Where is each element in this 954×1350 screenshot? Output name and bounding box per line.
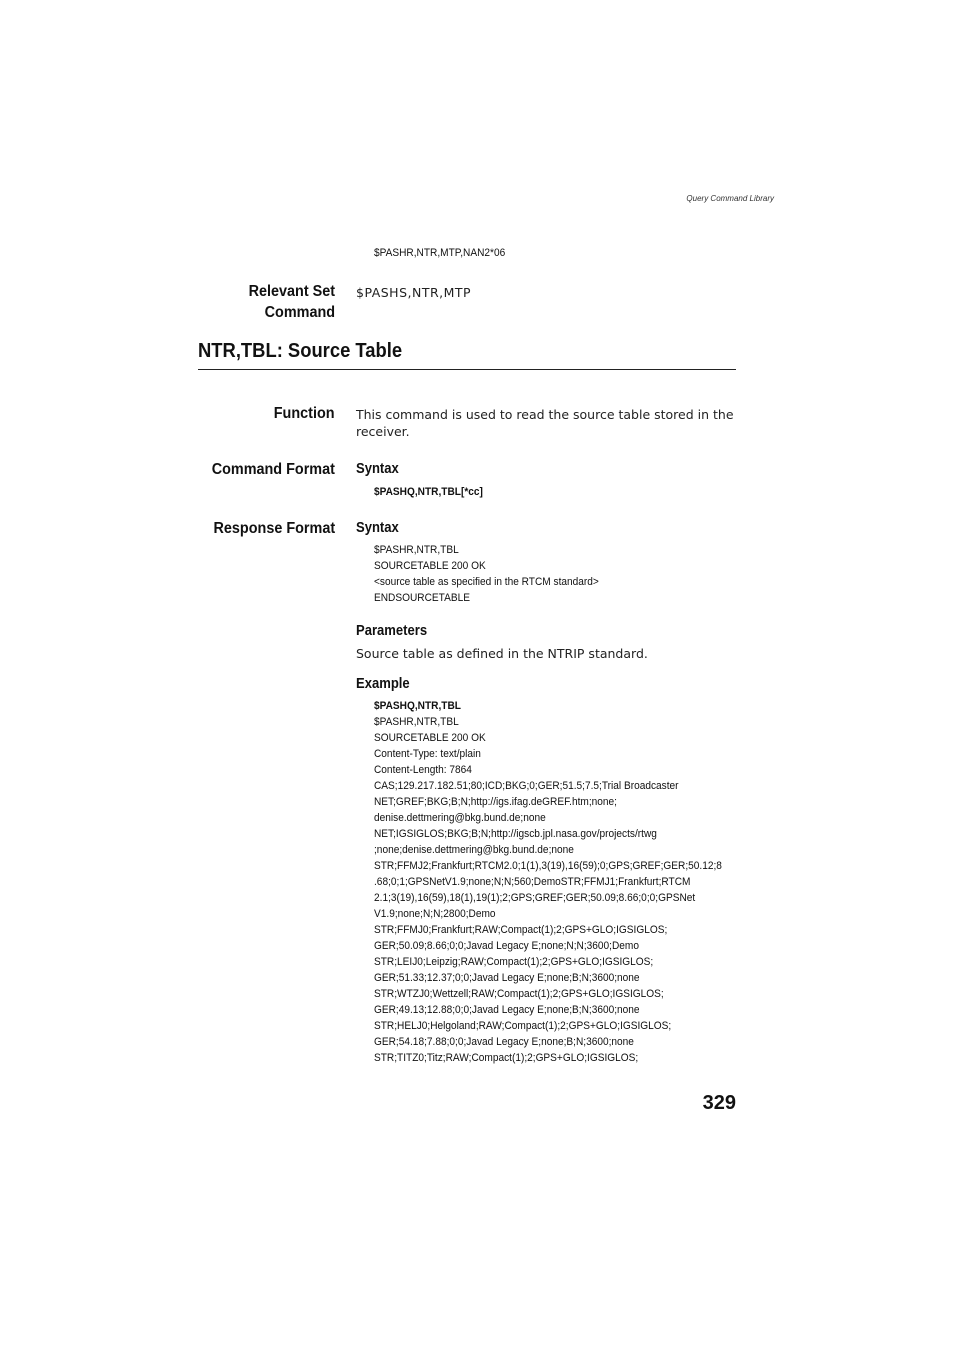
relevant-set-command-heading-line1: Relevant Set bbox=[248, 283, 335, 300]
example-line: STR;LEIJ0;Leipzig;RAW;Compact(1);2;GPS+GLO;IGSIGLOS; bbox=[374, 956, 654, 968]
example-line: STR;FFMJ0;Frankfurt;RAW;Compact(1);2;GPS+GLO;IGSIGLOS; bbox=[374, 924, 668, 936]
parameters-label: Parameters bbox=[356, 623, 428, 639]
example-line: Content-Type: text/plain bbox=[374, 748, 481, 760]
relevant-set-command-value: $PASHS,NTR,MTP bbox=[356, 285, 472, 300]
example-line: 2.1;3(19),16(59),18(1),19(1);2;GPS;GREF;GER;50.09;8.66;0;0;GPSNet bbox=[374, 892, 696, 904]
example-line: NET;GREF;BKG;B;N;http://igs.ifag.deGREF.htm;none; bbox=[374, 796, 617, 808]
previous-response-line: $PASHR,NTR,MTP,NAN2*06 bbox=[374, 247, 506, 259]
response-syntax-block bbox=[374, 542, 599, 606]
function-heading: Function bbox=[274, 405, 335, 422]
section-title: NTR,TBL: Source Table bbox=[198, 340, 403, 362]
section-divider bbox=[198, 369, 736, 370]
parameters-description: Source table as defined in the NTRIP standard. bbox=[356, 646, 648, 661]
example-line: $PASHR,NTR,TBL bbox=[374, 716, 459, 728]
response-syntax-line: ENDSOURCETABLE bbox=[374, 592, 470, 604]
example-line: SOURCETABLE 200 OK bbox=[374, 732, 486, 744]
response-syntax-label: Syntax bbox=[356, 520, 399, 536]
example-line: GER;50.09;8.66;0;0;Javad Legacy E;none;N;N;3600;Demo bbox=[374, 940, 639, 952]
page-number: 329 bbox=[702, 1092, 736, 1114]
example-label: Example bbox=[356, 676, 410, 692]
relevant-set-command-heading bbox=[249, 281, 335, 323]
example-line: STR;HELJ0;Helgoland;RAW;Compact(1);2;GPS+GLO;IGSIGLOS; bbox=[374, 1020, 672, 1032]
example-line: GER;54.18;7.88;0;0;Javad Legacy E;none;B;N;3600;none bbox=[374, 1036, 634, 1048]
example-line: STR;FFMJ2;Frankfurt;RTCM2.0;1(1),3(19),16(59);0;GPS;GREF;GER;50.12;8 bbox=[374, 860, 722, 872]
example-line: .68;0;1;GPSNetV1.9;none;N;N;560;DemoSTR;FFMJ1;Frankfurt;RTCM bbox=[374, 876, 691, 888]
example-block bbox=[374, 698, 722, 1066]
response-format-heading: Response Format bbox=[213, 520, 335, 537]
response-syntax-line: <source table as specified in the RTCM standard> bbox=[374, 576, 599, 588]
example-line: V1.9;none;N;N;2800;Demo bbox=[374, 908, 496, 920]
relevant-set-command-heading-line2: Command bbox=[264, 304, 335, 321]
response-syntax-line: SOURCETABLE 200 OK bbox=[374, 560, 486, 572]
command-format-heading: Command Format bbox=[211, 461, 335, 478]
example-line: STR;WTZJ0;Wettzell;RAW;Compact(1);2;GPS+GLO;IGSIGLOS; bbox=[374, 988, 664, 1000]
command-syntax-line: $PASHQ,NTR,TBL[*cc] bbox=[374, 486, 483, 498]
example-line: GER;49.13;12.88;0;0;Javad Legacy E;none;B;N;3600;none bbox=[374, 1004, 640, 1016]
function-description: This command is used to read the source table stored in the receiver. bbox=[356, 407, 734, 439]
running-header: Query Command Library bbox=[686, 194, 774, 203]
example-line: GER;51.33;12.37;0;0;Javad Legacy E;none;B;N;3600;none bbox=[374, 972, 640, 984]
example-line: NET;IGSIGLOS;BKG;B;N;http://igscb.jpl.nasa.gov/projects/rtwg bbox=[374, 828, 657, 840]
command-syntax bbox=[374, 484, 483, 500]
response-syntax-line: $PASHR,NTR,TBL bbox=[374, 544, 459, 556]
command-syntax-label: Syntax bbox=[356, 461, 399, 477]
example-line: STR;TITZ0;Titz;RAW;Compact(1);2;GPS+GLO;IGSIGLOS; bbox=[374, 1052, 639, 1064]
example-line: Content-Length: 7864 bbox=[374, 764, 472, 776]
example-line: denise.dettmering@bkg.bund.de;none bbox=[374, 812, 546, 824]
example-line: CAS;129.217.182.51;80;ICD;BKG;0;GER;51.5;7.5;Trial Broadcaster bbox=[374, 780, 679, 792]
example-line: ;none;denise.dettmering@bkg.bund.de;none bbox=[374, 844, 574, 856]
example-command: $PASHQ,NTR,TBL bbox=[374, 700, 461, 712]
